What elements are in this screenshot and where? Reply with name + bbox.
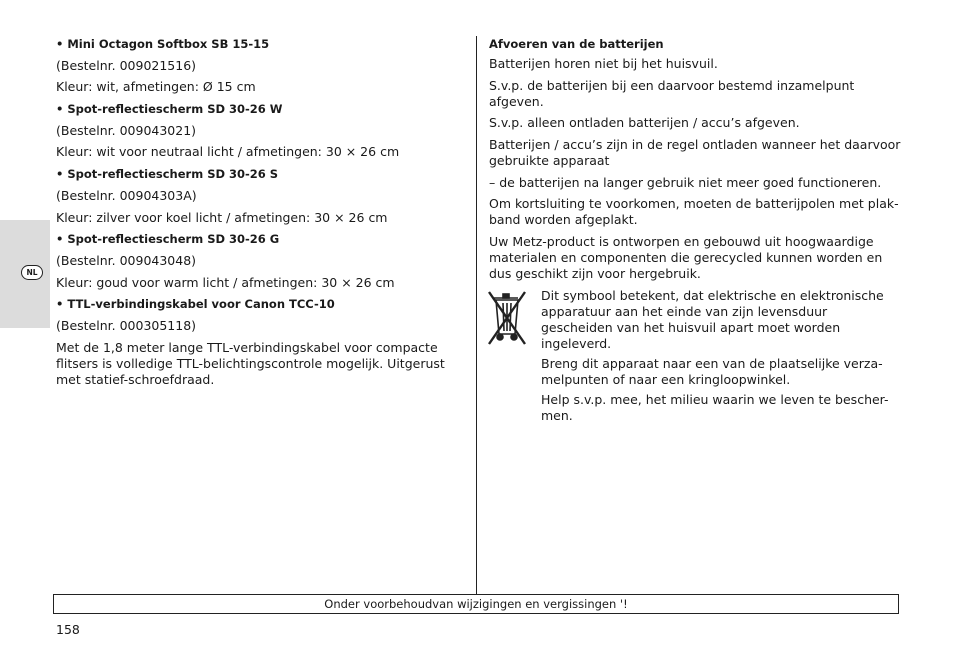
order-number: (Bestelnr. 009021516): [56, 57, 197, 73]
order-number: (Bestelnr. 009043021): [56, 122, 197, 138]
accessory-description: Kleur: goud voor warm licht / afmetingen: 30 × 26 cm: [56, 274, 395, 290]
left-column: [56, 36, 461, 393]
weee-paragraph: Dit symbool betekent, dat elektrische en elektronische apparatuur aan het einde van zijn levensduur gescheiden van het huisvuil apart moet worden ingeleverd.: [541, 287, 884, 351]
page-number: 158: [56, 622, 80, 637]
crossed-out-wheelie-bin-icon: [485, 288, 529, 348]
body-paragraph: Batterijen horen niet bij het huisvuil.: [489, 56, 718, 71]
order-number: (Bestelnr. 000305118): [56, 317, 197, 333]
order-number: (Bestelnr. 009043048): [56, 252, 197, 268]
accessory-title: • Spot-reflectiescherm SD 30-26 W: [56, 102, 283, 117]
weee-paragraph: Help s.v.p. mee, het milieu waarin we leven te bescher-men.: [541, 391, 889, 423]
body-paragraph: – de batterijen na langer gebruik niet meer goed functioneren.: [489, 174, 882, 190]
body-paragraph: S.v.p. de batterijen bij een daarvoor bestemd inzamelpunt afgeven.: [489, 77, 855, 109]
section-heading: Afvoeren van de batterijen: [489, 37, 664, 51]
accessory-description: Kleur: zilver voor koel licht / afmetingen: 30 × 26 cm: [56, 209, 388, 225]
weee-paragraph: Breng dit apparaat naar een van de plaatselijke verza-melpunten of naar een kringloopwinkel.: [541, 355, 883, 387]
order-number: (Bestelnr. 00904303A): [56, 187, 197, 203]
cable-description: Met de 1,8 meter lange TTL-verbindingskabel voor compacte flitsers is volledige TTL-belichtingscontrole mogelijk. Uitgerust met statief-schroefdraad.: [56, 339, 445, 387]
body-paragraph: S.v.p. alleen ontladen batterijen / accu’s afgeven.: [489, 115, 800, 131]
accessory-title: • Mini Octagon Softbox SB 15-15: [56, 37, 270, 51]
body-paragraph: Batterijen / accu’s zijn in de regel ontladen wanneer het daarvoor gebruikte apparaat: [489, 137, 901, 169]
weee-disposal-block: [489, 288, 901, 428]
body-paragraph: Uw Metz-product is ontworpen en gebouwd uit hoogwaardige materialen en componenten die gerecycled kunnen worden en dus geschikt zijn voor hergebruik.: [489, 234, 883, 282]
accessory-description: Kleur: wit, afmetingen: Ø 15 cm: [56, 79, 256, 95]
column-divider: [476, 36, 477, 594]
accessory-title: • Spot-reflectiescherm SD 30-26 G: [56, 232, 280, 247]
body-paragraph: Om kortsluiting te voorkomen, moeten de batterijpolen met plak-band worden afgeplakt.: [489, 196, 899, 228]
weee-text: [541, 288, 901, 428]
accessory-title: • TTL-verbindingskabel voor Canon TCC-10: [56, 297, 335, 312]
footer-notice: Onder voorbehoudvan wijzigingen en vergissingen '!: [53, 594, 899, 614]
right-column: [489, 36, 901, 428]
accessory-description: Kleur: wit voor neutraal licht / afmetingen: 30 × 26 cm: [56, 144, 400, 160]
accessory-title: • Spot-reflectiescherm SD 30-26 S: [56, 167, 279, 182]
language-badge: NL: [21, 265, 43, 280]
